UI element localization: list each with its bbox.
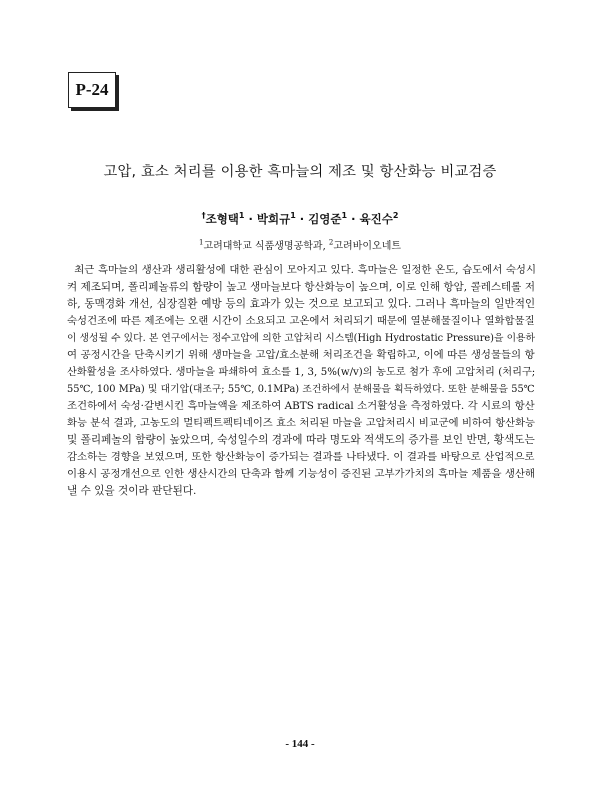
abstract-line: 감소하는 경향을 보였으며, 또한 항산화능이 증가되는 결과를 나타냈다. 이 결과를 바탕으로 산업적으로	[67, 451, 535, 463]
author	[359, 212, 398, 226]
abstract-line: 55℃, 100 MPa) 및 대기압(대조구; 55℃, 0.1MPa) 조건하에서 분해물을 획득하였다. 또한 분해물을 55℃	[67, 384, 535, 395]
abstract-line: 켜 제조되며, 폴리페놀류의 함량이 높고 생마늘보다 항산화능이 높으며, 이로 인해 항암, 콜레스테롤 저	[67, 281, 535, 293]
author-separator: ·	[244, 212, 257, 226]
abstract-line: 여 공정시간을 단축시키기 위해 생마늘을 고압/효소분해 처리조건을 확립하고, 이에 따른 생성물들의 항	[67, 349, 535, 361]
abstract-line: 조건하에서 숙성·갈변시킨 흑마늘액을 제조하여 ABTS radical 소거활성을 측정하였다. 각 시료의 항산	[67, 400, 535, 412]
author-name: 육진수	[359, 212, 393, 226]
author	[257, 212, 296, 226]
affiliation-name: 고려바이오네트	[333, 241, 402, 252]
paper-title: 고압, 효소 처리를 이용한 흑마늘의 제조 및 항산화능 비교검증	[103, 164, 497, 180]
author-separator: ·	[347, 212, 360, 226]
affiliation-index: 1	[290, 211, 296, 221]
affiliation-index: 2	[328, 238, 334, 247]
author-list	[40, 211, 560, 227]
author-name: 김영준	[308, 212, 342, 226]
abstract-line: 하, 동맥경화 개선, 심장질환 예방 등의 효과가 있는 것으로 보고되고 있다. 그러나 흑마늘의 일반적인	[67, 298, 536, 310]
abstract-line: 화능 분석 결과, 고농도의 멀티펙트펙티네이즈 효소 처리된 마늘을 고압처리시 비교군에 비하여 항산화능	[67, 417, 535, 429]
page-number: - 144 -	[285, 738, 315, 750]
abstract-line: 낼 수 있을 것이라 판단된다.	[67, 485, 197, 497]
poster-number-badge: P-24	[68, 72, 116, 108]
author-name: 조형택	[205, 212, 239, 226]
corresponding-author-mark: †	[201, 211, 206, 221]
author	[202, 212, 245, 226]
abstract-line: 최근 흑마늘의 생산과 생리활성에 대한 관심이 모아지고 있다. 흑마늘은 일정한 온도, 습도에서 숙성시	[67, 264, 536, 276]
abstract-line: 및 폴리페놀의 함량이 높았으며, 숙성일수의 경과에 따라 명도와 적색도의 증가를 보인 반면, 황색도는	[67, 434, 535, 446]
affiliation-index: 1	[198, 238, 204, 247]
affiliation-separator: ,	[322, 241, 329, 252]
abstract-line: 숙성건조에 따른 제조에는 오랜 시간이 소요되고 고온에서 처리되기 때문에 열분해물질이나 열화합물질	[67, 315, 535, 327]
affiliation-index: 1	[341, 211, 348, 221]
affiliation-name: 고려대학교 식품생명공학과	[203, 241, 323, 252]
affiliation-index: 2	[392, 211, 399, 221]
author-separator: ·	[295, 212, 309, 226]
affiliation-index: 1	[238, 211, 245, 221]
abstract-line: 산화활성을 조사하였다. 생마늘을 파쇄하여 효소를 1, 3, 5%(w/v)의 농도로 첨가 후에 고압처리 (처리구;	[67, 367, 536, 378]
author-name: 박희규	[256, 212, 291, 226]
author	[308, 212, 347, 226]
abstract-line: 이 생성될 수 있다. 본 연구에서는 정수고압에 의한 고압처리 시스템(High Hydrostatic Pressure)을 이용하	[67, 333, 535, 344]
abstract-line: 이용시 공정개선으로 인한 생산시간의 단축과 함께 기능성이 증진된 고부가가치의 흑마늘 제품을 생산해	[67, 468, 535, 480]
affiliation-list	[40, 237, 560, 252]
